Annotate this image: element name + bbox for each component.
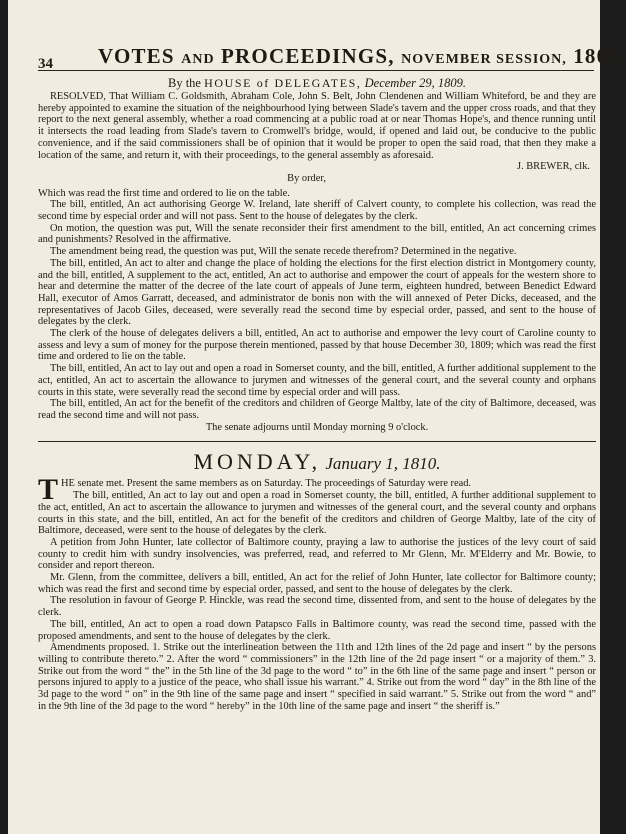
- title-and: AND: [181, 52, 215, 67]
- page-number: 34: [38, 56, 53, 72]
- section-divider: [38, 441, 596, 442]
- section-lead: By the: [168, 76, 201, 90]
- paragraph: The bill, entitled, An act authorising George W. Ireland, late sheriff of Calvert county, to complete his collection, was read the second time by especial order and will not pass. Sent to the house of delegates by the clerk.: [38, 199, 596, 223]
- title-session: NOVEMBER SESSION,: [401, 52, 567, 67]
- paragraph: On motion, the question was put, Will the senate reconsider their first amendment to the bill, entitled, An act concerning crimes and punishments? Resolved in the affirmative.: [38, 222, 596, 246]
- day-name: MONDAY,: [193, 449, 322, 475]
- paragraph: The bill, entitled, An act to lay out and open a road in Somerset county, the bill, entitled, A further additional supplement to the act, entitled, An act to ascertain the allowance to jurymen and witnesses of the general court, and the several county and orphans courts in this state, and the bill, entitled, An act for the benefit of the creditors and children of George Maltby, late of the city of Baltimore, deceased, were sent to the house of delegates by the clerk.: [38, 490, 596, 537]
- day-heading: [38, 449, 596, 475]
- top-paragraphs: [38, 91, 596, 161]
- page-content: [38, 76, 596, 712]
- day-date: January 1, 1810.: [325, 454, 441, 474]
- monday-opening: [38, 473, 596, 507]
- paragraph: The resolution in favour of George P. Hinckle, was read the second time, dissented from, and sent to the house of delegates by the clerk.: [38, 595, 596, 619]
- paragraph: The bill, entitled, An act to open a road down Patapsco Falls in Baltimore county, was read the second time, passed with the proposed amendments, and sent to the house of delegates by the clerk.: [38, 618, 596, 642]
- title-year: 1809.: [573, 44, 626, 68]
- paragraph: The bill, entitled, An act for the benefit of the creditors and children of George Maltby, late of the city of Baltimore, deceased, was read the second time and will not pass.: [38, 398, 596, 421]
- document-page: [8, 0, 626, 834]
- section-heading: [38, 76, 596, 90]
- paragraph: The clerk of the house of delegates delivers a bill, entitled, An act to authorise and empower the levy court of Caroline county to assess and levy a sum of money for the purpose therein mentioned, passed by that house December 30, 1809; which was read the first time and ordered to lie on the table.: [38, 328, 596, 363]
- running-header: [38, 42, 626, 72]
- paragraph: The amendment being read, the question was put, Will the senate recede therefrom? Determined in the negative.: [50, 246, 517, 258]
- title-proceedings: PROCEEDINGS,: [221, 44, 395, 68]
- monday-opening-text: HE senate met. Present the same members as on Saturday. The proceedings of Saturday were read.: [61, 478, 472, 490]
- paragraph: Amendments proposed. 1. Strike out the interlineation between the 11th and 12th lines of the 2d page and insert “ by the persons willing to contribute thereto.” 2. After the word “ commissioners” in the 12th line of the 2d page insert “ or a majority of them.” 3. Strike out from the word “ the” in the 5th line of the 3d page to the word “ to” in the 6th line of the same page and insert “ person or persons injured to apply to a justice of the peace, who shall issue his warrant.” 4. Strike out from the word “ day” in the 8th line of the 3d page to the word “ on” in the 9th line of the same page and insert “ specified in said warrant.” 5. Strike out from the word “ and” in the 9th line of the 3d page to the word “ hereby” in the 10th line of the same page and insert “ the sheriff is.”: [38, 642, 596, 712]
- paragraph: RESOLVED, That William C. Goldsmith, Abraham Cole, John S. Belt, John Clendenen and William Whiteford, be and they are hereby appointed to examine the situation of the neighbourhood lying between Slade's tavern and the upper cross roads, and that they report to the next general assembly, whether a road commencing at a public road at or near Thomas Hope's, and thence running until it intersects the road leading from Slade's tavern to Cromwell's bridge, would, if opened and laid out, be conducive to the public convenience, and if the said commissioners shall be of opinion that it would be proper to open the said road, that then they make a location of the same, and return it, with their proceedings, to the general assembly as aforesaid.: [38, 91, 596, 161]
- paragraph: Which was read the first time and ordered to lie on the table.: [38, 187, 290, 199]
- paragraph: A petition from John Hunter, late collector of Baltimore county, praying a law to authorise the justices of the levy court of said county to credit him with sundry insolvencies, was preferred, read, and referred to Mr Glenn, Mr. M'Elderry and Mr. Bowie, to consider and report thereon.: [38, 536, 596, 572]
- adjournment-line: The senate adjourns until Monday morning 9 o'clock.: [205, 421, 429, 433]
- paragraph: Mr. Glenn, from the committee, delivers a bill, entitled, An act for the relief of John Hunter, late collector for Baltimore county; which was read the first and second time by especial order, passed, and sent to the house of delegates by the clerk.: [38, 572, 596, 595]
- mid-paragraphs: [38, 188, 596, 422]
- bottom-paragraphs: [38, 490, 596, 712]
- running-title: [98, 44, 626, 69]
- drop-cap: T: [38, 473, 59, 507]
- by-order: By order,: [287, 172, 326, 184]
- paragraph: The bill, entitled, An act to lay out and open a road in Somerset county, and the bill, entitled, A further additional supplement to the act, entitled, An act to ascertain the allowance to jurymen and witnesses of the general court, and the several county and orphans courts in this state, were severally read the second time by especial order and will pass.: [38, 363, 596, 398]
- section-house: HOUSE of DELEGATES,: [204, 76, 362, 90]
- title-votes: VOTES: [98, 44, 175, 68]
- clerk-signature: J. BREWER, clk.: [516, 161, 590, 173]
- section-date: December 29, 1809.: [364, 76, 466, 90]
- paragraph: The bill, entitled, An act to alter and change the place of holding the elections for the first election district in Montgomery county, and the bill, entitled, A supplement to the act, entitled, An act to authorise and empower the court of appeals for the western shore to hear and determine the matter of the decree of the late court of appeals of June term, eighteen hundred, between Benedict Edward Hall, executor of Amos Garratt, deceased, and administrator de bonis non with the will annexed of Peter Dicks, deceased, and the representatives of Jacob Giles, deceased, were severally read the second time by especial order, passed, and sent to the house of delegates by the clerk.: [38, 257, 596, 328]
